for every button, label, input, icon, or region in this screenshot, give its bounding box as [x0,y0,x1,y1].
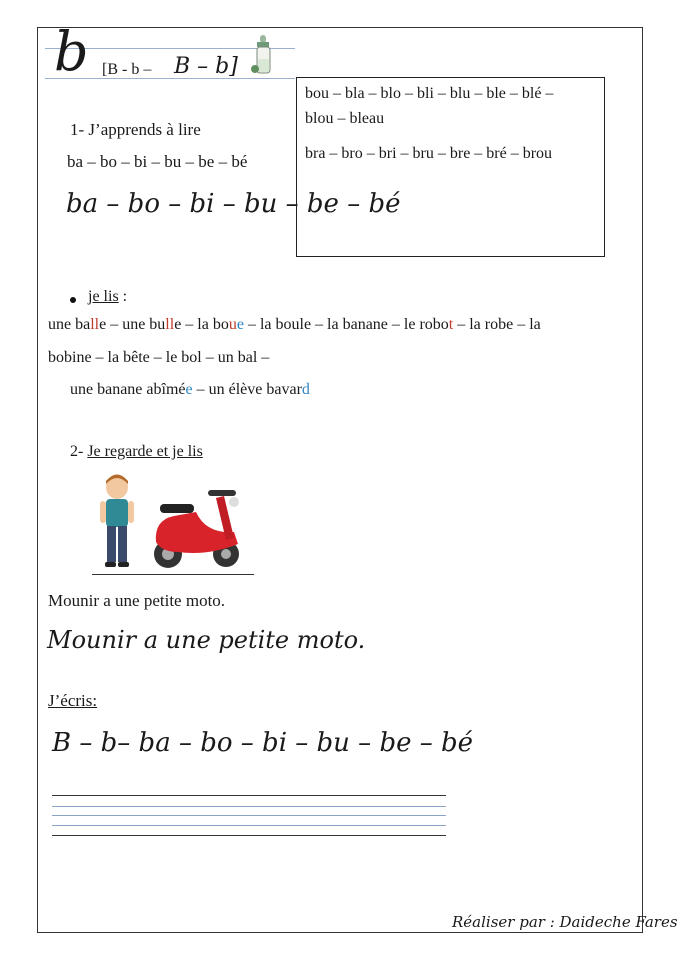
letter-forms: [B - b – [102,61,152,78]
reading-segment: une ba [48,316,91,333]
box-line: bou – bla – blo – bli – blu – ble – blé – [305,85,554,102]
writing-line [52,825,446,826]
author-credit: Réaliser par : Daideche Fares [452,913,678,931]
reading-segment: e [185,381,193,398]
bullet-icon [70,297,76,303]
scooter-illustration [148,482,246,572]
baby-bottle-icon [249,33,279,77]
reading-line [48,316,541,334]
section1-title: 1- J’apprends à lire [70,120,201,139]
writing-line [52,835,446,836]
reading-segment: e [236,316,244,333]
reading-segment: – un élève bavar [192,381,302,398]
reading-segment: u [228,316,237,333]
sentence-print: Mounir a une petite moto. [48,591,226,610]
letter-forms-cursive: B – b] [174,54,238,79]
syllables-print: ba – bo – bi – bu – be – bé [67,152,248,171]
ecris-cursive-line: B – b– ba – bo – bi – bu – be – bé [52,728,474,758]
sentence-cursive: Mounir a une petite moto. [47,626,366,654]
reading-segment: e – la bo [174,316,229,333]
reading-segment: une banane abîmé [70,381,186,398]
reading-segment: t [448,316,454,333]
writing-line [52,795,446,796]
syllable-box [296,77,605,257]
boy-illustration [95,474,140,570]
reading-segment: ll [165,316,175,333]
section2-title: 2- Je regarde et je lis [70,443,203,460]
box-line: bra – bro – bri – bru – bre – bré – brou [305,145,553,162]
reading-segment: e – une bu [99,316,166,333]
reading-line: bobine – la bête – le bol – un bal – [48,349,270,366]
illustration-underline [92,574,254,575]
ecris-heading: J’écris: [48,691,98,710]
je-lis-heading: je lis : [88,288,128,305]
writing-line [52,806,446,807]
reading-line [70,381,310,399]
reading-segment: d [301,381,310,398]
reading-segment: – la robe – la [453,316,541,333]
box-line: blou – bleau [305,110,385,127]
syllables-cursive: ba – bo – bi – bu – be – bé [66,189,401,219]
big-letter: b [54,20,89,83]
reading-segment: ll [90,316,100,333]
reading-segment: – la boule – la banane – le robo [243,316,449,333]
writing-line [52,815,446,816]
